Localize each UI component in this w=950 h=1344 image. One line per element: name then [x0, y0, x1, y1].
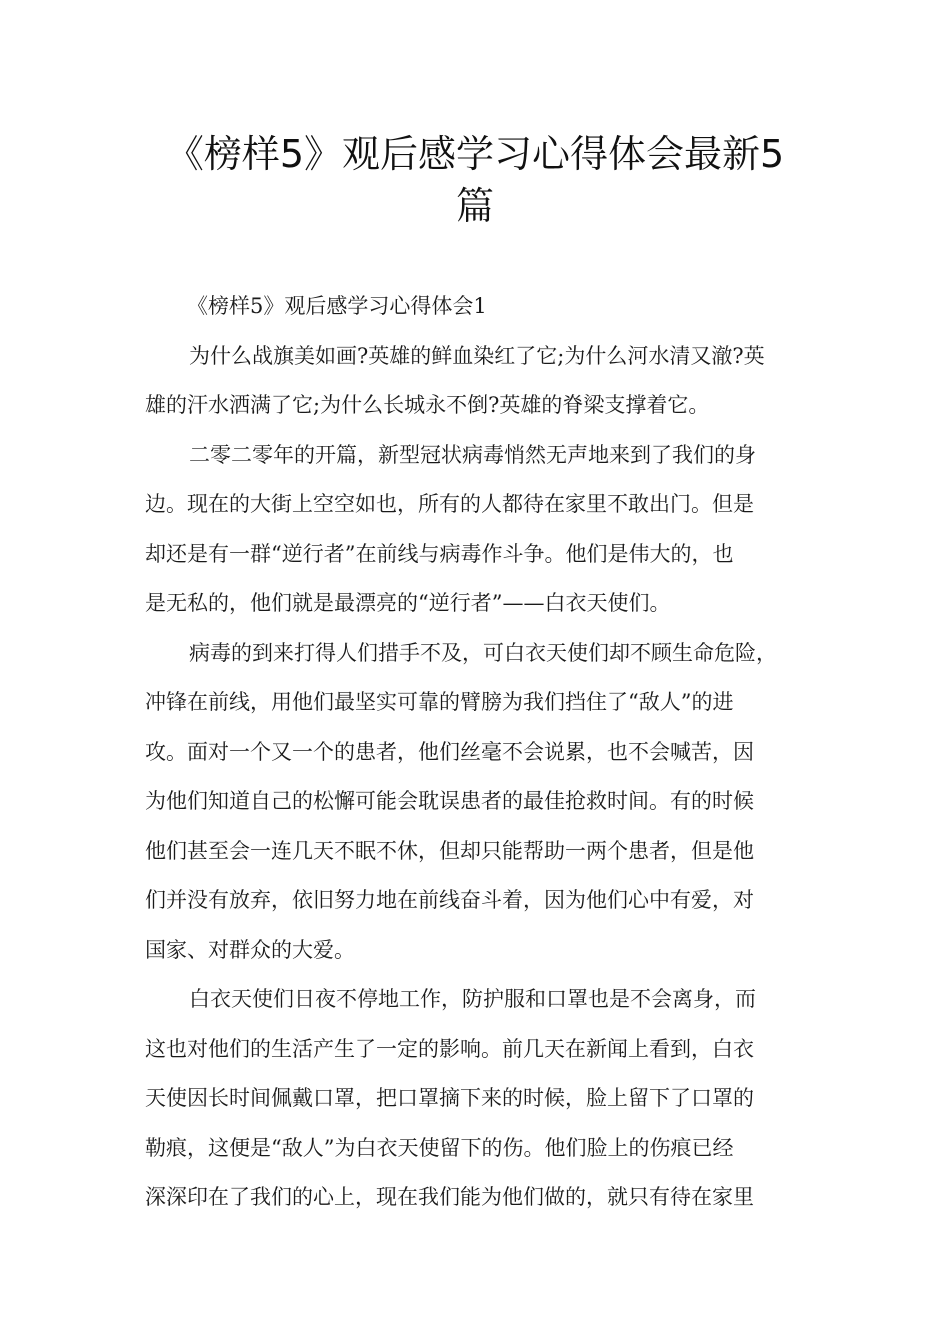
paragraph-line: 攻。面对一个又一个的患者，他们丝毫不会说累，也不会喊苦，因 [145, 739, 754, 764]
paragraph-line: 这也对他们的生活产生了一定的影响。前几天在新闻上看到，白衣 [145, 1036, 754, 1061]
paragraph-line: 病毒的到来打得人们措手不及，可白衣天使们却不顾生命危险， [189, 640, 777, 665]
paragraph-line: 雄的汗水洒满了它;为什么长城永不倒?英雄的脊梁支撑着它。 [145, 393, 710, 417]
paragraph-line: 他们甚至会一连几天不眠不休，但却只能帮助一两个患者，但是他 [145, 838, 754, 863]
document-title [120, 128, 830, 232]
paragraph-line: 为什么战旗美如画?英雄的鲜血染红了它;为什么河水清又澈?英 [189, 343, 765, 368]
title-line-2: 篇 [455, 184, 494, 228]
document-body [145, 282, 813, 1223]
paragraph-line: 国家、对群众的大爱。 [145, 937, 355, 962]
paragraph-line: 天使因长时间佩戴口罩，把口罩摘下来的时候，脸上留下了口罩的 [145, 1086, 754, 1110]
title-line-1: 《榜样5》观后感学习心得体会最新5 [165, 132, 785, 176]
paragraph-1 [145, 332, 813, 431]
paragraph-line: 深深印在了我们的心上，现在我们能为他们做的，就只有待在家里 [145, 1185, 754, 1209]
paragraph-line: 白衣天使们日夜不停地工作，防护服和口罩也是不会离身，而 [189, 987, 756, 1011]
section-heading: 《榜样5》观后感学习心得体会1 [187, 294, 487, 318]
paragraph-line: 们并没有放弃，依旧努力地在前线奋斗着，因为他们心中有爱，对 [145, 888, 754, 912]
paragraph-3 [145, 629, 813, 976]
paragraph-4 [145, 975, 813, 1223]
paragraph-line: 二零二零年的开篇，新型冠状病毒悄然无声地来到了我们的身 [189, 442, 756, 467]
paragraph-line: 边。现在的大街上空空如也，所有的人都待在家里不敢出门。但是 [145, 492, 754, 516]
paragraph-line: 勒痕，这便是“敌人”为白衣天使留下的伤。他们脸上的伤痕已经 [145, 1135, 734, 1160]
paragraph-line: 冲锋在前线，用他们最坚实可靠的臂膀为我们挡住了“敌人”的进 [145, 690, 734, 714]
paragraph-line: 却还是有一群“逆行者”在前线与病毒作斗争。他们是伟大的，也 [145, 541, 734, 566]
paragraph-line: 为他们知道自己的松懈可能会耽误患者的最佳抢救时间。有的时候 [145, 789, 754, 813]
paragraph-2 [145, 431, 813, 629]
paragraph-line: 是无私的，他们就是最漂亮的“逆行者”——白衣天使们。 [145, 591, 671, 615]
